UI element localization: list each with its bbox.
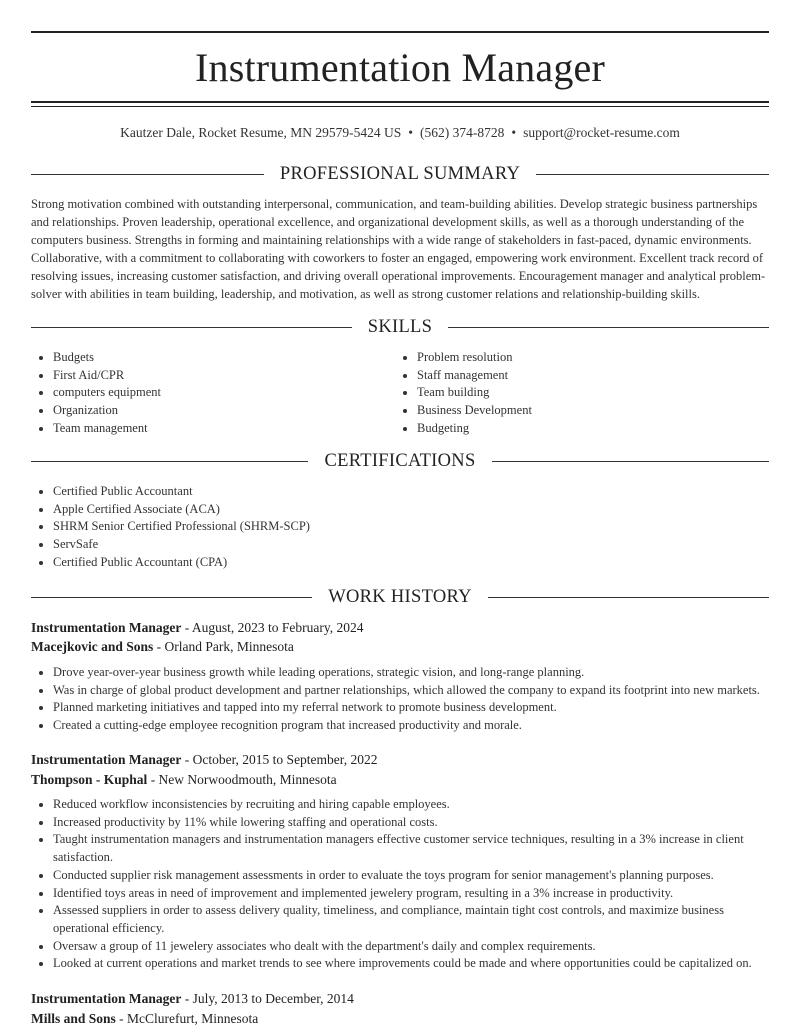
candidate-name: Instrumentation Manager	[194, 45, 606, 90]
certifications-block	[31, 483, 310, 572]
job-company-line	[31, 638, 294, 656]
section-header-skills	[31, 316, 769, 338]
skills-list-left	[31, 349, 391, 438]
skill-item: • First Aid/CPR	[53, 367, 391, 385]
job-bullets	[31, 664, 769, 735]
section-title-certifications: CERTIFICATIONS	[324, 451, 476, 471]
job-title: Instrumentation Manager	[31, 620, 182, 635]
section-header-certifications	[31, 450, 769, 472]
job-company: Mills and Sons	[31, 1011, 116, 1026]
job-bullet-list	[31, 664, 769, 735]
skills-list-right	[395, 349, 755, 438]
job-bullet-list	[31, 796, 769, 973]
job-title-line	[31, 619, 364, 637]
certification-item: • Certified Public Accountant (CPA)	[53, 554, 310, 572]
skill-item: • Problem resolution	[417, 349, 755, 367]
job-company-line	[31, 771, 337, 789]
skill-item: • Staff management	[417, 367, 755, 385]
job-title: Instrumentation Manager	[31, 752, 182, 767]
summary-text: Strong motivation combined with outstanding interpersonal, communication, and team-building abilities. Develop strategic business partnerships and relationships. Proven leadership, operational excellence, and organizational development skills, as well as a thorough understanding of the computers business. Strengths in forming and maintaining relationships with a wide range of stakeholders in fast-paced, dynamic environments. Collaborative, with a commitment to collaborating with coworkers to foster an engaged, empowering work environment. Excellent track record of resolving issues, increasing customer satisfaction, and driving overall operational improvements. Encouragement manager and analytical problem-solver with abilities in team building, leadership, and motivation, as well as strong customer relations and relationship-building skills.	[31, 197, 766, 301]
job-location: - Orland Park, Minnesota	[153, 639, 294, 654]
skill-item: • Business Development	[417, 402, 755, 420]
contact-address: Kautzer Dale, Rocket Resume, MN 29579-5424 US	[120, 125, 402, 140]
job-dates: - July, 2013 to December, 2014	[181, 991, 354, 1006]
skill-item: • computers equipment	[53, 384, 391, 402]
section-title-summary: PROFESSIONAL SUMMARY	[279, 164, 521, 184]
divider	[31, 597, 312, 598]
job-bullet: • Drove year-over-year business growth while leading operations, strategic vision, and long-range planning.	[53, 664, 769, 682]
skill-item: • Team building	[417, 384, 755, 402]
job-dates: - August, 2023 to February, 2024	[181, 620, 364, 635]
certification-item: • ServSafe	[53, 536, 310, 554]
section-header-summary	[31, 163, 769, 185]
certifications-list	[31, 483, 310, 572]
job-bullet: • Conducted supplier risk management assessments in order to evaluate the toys program for senior management's planning purposes.	[53, 867, 769, 885]
job-dates: - October, 2015 to September, 2022	[181, 752, 378, 767]
job-bullet: • Created a cutting-edge employee recognition program that increased productivity and morale.	[53, 717, 769, 735]
divider	[31, 327, 352, 328]
skills-column-left	[31, 349, 391, 438]
job-title: Instrumentation Manager	[31, 991, 182, 1006]
contact-phone: (562) 374-8728	[420, 125, 505, 140]
divider	[448, 327, 769, 328]
skill-item: • Organization	[53, 402, 391, 420]
certification-item: • SHRM Senior Certified Professional (SHRM-SCP)	[53, 518, 310, 536]
job-bullet: • Was in charge of global product development and partner relationships, which allowed the company to expand its footprint into new markets.	[53, 682, 769, 700]
header-rule-thin	[31, 106, 769, 107]
section-title-skills: SKILLS	[367, 317, 433, 337]
contact-email[interactable]: support@rocket-resume.com	[523, 125, 680, 140]
job-bullet: • Planned marketing initiatives and tapped into my referral network to promote business development.	[53, 699, 769, 717]
skills-column-right	[395, 349, 755, 438]
divider	[488, 597, 769, 598]
job-location: - McClurefurt, Minnesota	[115, 1011, 259, 1026]
job-company: Macejkovic and Sons	[31, 639, 154, 654]
skill-item: • Team management	[53, 420, 391, 438]
job-bullet: • Increased productivity by 11% while lowering staffing and operational costs.	[53, 814, 769, 832]
contact-separator: •	[408, 125, 414, 140]
contact-separator: •	[511, 125, 517, 140]
job-bullet: • Taught instrumentation managers and instrumentation managers effective customer service techniques, resulting in a 3% increase in client satisfaction.	[53, 831, 769, 866]
divider	[31, 174, 264, 175]
header-rule	[31, 101, 769, 103]
top-rule	[31, 31, 769, 33]
job-title-line	[31, 990, 354, 1008]
job-location: - New Norwoodmouth, Minnesota	[147, 772, 337, 787]
job-title-line	[31, 751, 378, 769]
skill-item: • Budgeting	[417, 420, 755, 438]
job-bullet: • Identified toys areas in need of improvement and implemented jewelery program, resulting in a 3% increase in productivity.	[53, 885, 769, 903]
job-bullet: • Assessed suppliers in order to assess delivery quality, timeliness, and compliance, maintain tight cost controls, and maximize business operational efficiency.	[53, 902, 769, 937]
skill-item: • Budgets	[53, 349, 391, 367]
job-bullet: • Looked at current operations and market trends to see where improvements could be made and where opportunities could be capitalized on.	[53, 955, 769, 973]
divider	[492, 461, 769, 462]
job-company: Thompson - Kuphal	[31, 772, 148, 787]
job-bullet: • Oversaw a group of 11 jewelery associates who dealt with the department's daily and complex requirements.	[53, 938, 769, 956]
divider	[536, 174, 769, 175]
contact-line	[31, 125, 769, 141]
job-bullet: • Reduced workflow inconsistencies by recruiting and hiring capable employees.	[53, 796, 769, 814]
section-title-work-history: WORK HISTORY	[328, 587, 472, 607]
certification-item: • Certified Public Accountant	[53, 483, 310, 501]
section-header-work-history	[31, 586, 769, 608]
job-company-line	[31, 1010, 258, 1028]
certification-item: • Apple Certified Associate (ACA)	[53, 501, 310, 519]
job-bullets	[31, 796, 769, 973]
divider	[31, 461, 308, 462]
